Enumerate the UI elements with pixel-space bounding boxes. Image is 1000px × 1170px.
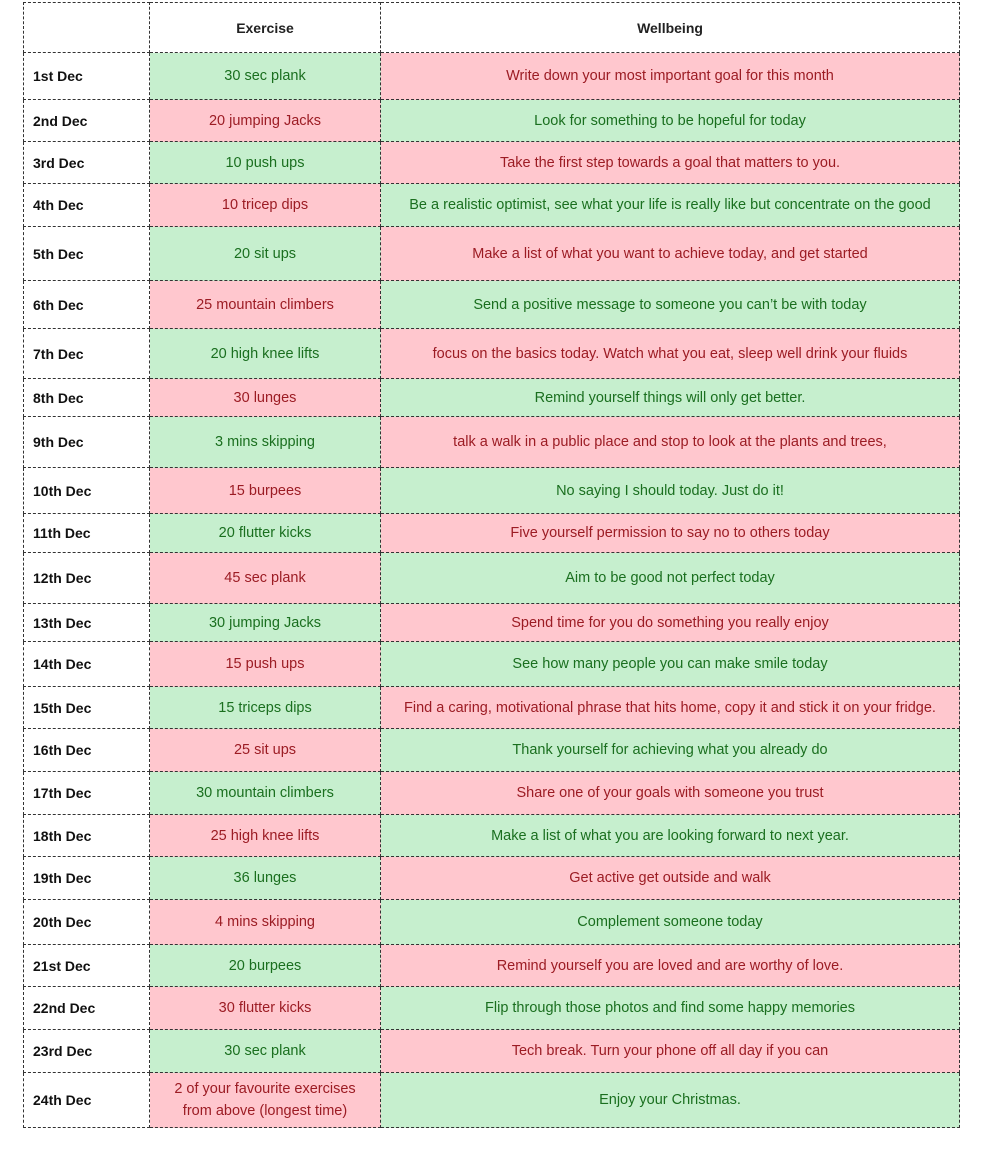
exercise-cell: 30 flutter kicks — [150, 987, 381, 1030]
header-row — [24, 3, 960, 53]
date-cell: 23rd Dec — [24, 1030, 150, 1073]
exercise-cell: 25 mountain climbers — [150, 281, 381, 329]
table-row — [24, 329, 960, 379]
exercise-cell: 36 lunges — [150, 857, 381, 900]
exercise-cell: 15 burpees — [150, 468, 381, 514]
exercise-cell: 20 high knee lifts — [150, 329, 381, 379]
table-row — [24, 184, 960, 227]
wellbeing-cell: Tech break. Turn your phone off all day if you can — [381, 1030, 960, 1073]
wellbeing-cell: Five yourself permission to say no to others today — [381, 514, 960, 553]
date-cell: 9th Dec — [24, 417, 150, 468]
date-cell: 18th Dec — [24, 815, 150, 857]
exercise-cell: 10 tricep dips — [150, 184, 381, 227]
date-cell: 4th Dec — [24, 184, 150, 227]
wellbeing-cell: Flip through those photos and find some happy memories — [381, 987, 960, 1030]
table-row — [24, 53, 960, 100]
exercise-cell: 30 jumping Jacks — [150, 604, 381, 642]
table-row — [24, 687, 960, 729]
exercise-cell: 20 sit ups — [150, 227, 381, 281]
table-row — [24, 604, 960, 642]
table-row — [24, 417, 960, 468]
date-cell: 13th Dec — [24, 604, 150, 642]
wellbeing-cell: Look for something to be hopeful for today — [381, 100, 960, 142]
exercise-cell: 25 high knee lifts — [150, 815, 381, 857]
wellbeing-cell: Enjoy your Christmas. — [381, 1073, 960, 1128]
table-row — [24, 281, 960, 329]
exercise-cell: 20 burpees — [150, 945, 381, 987]
advent-calendar-table — [23, 2, 960, 1128]
exercise-cell: 30 sec plank — [150, 53, 381, 100]
table-row — [24, 642, 960, 687]
table-row — [24, 100, 960, 142]
table-row — [24, 857, 960, 900]
wellbeing-cell: Write down your most important goal for this month — [381, 53, 960, 100]
wellbeing-cell: Thank yourself for achieving what you already do — [381, 729, 960, 772]
wellbeing-cell: Make a list of what you are looking forward to next year. — [381, 815, 960, 857]
date-cell: 20th Dec — [24, 900, 150, 945]
table-body — [24, 53, 960, 1128]
exercise-cell: 15 triceps dips — [150, 687, 381, 729]
date-cell: 22nd Dec — [24, 987, 150, 1030]
exercise-cell: 20 jumping Jacks — [150, 100, 381, 142]
wellbeing-cell: Complement someone today — [381, 900, 960, 945]
date-column-header — [24, 3, 150, 53]
exercise-cell: 2 of your favourite exercises from above (longest time) — [150, 1073, 381, 1128]
date-cell: 6th Dec — [24, 281, 150, 329]
exercise-cell: 30 mountain climbers — [150, 772, 381, 815]
wellbeing-cell: Be a realistic optimist, see what your life is really like but concentrate on the good — [381, 184, 960, 227]
date-cell: 5th Dec — [24, 227, 150, 281]
exercise-cell: 10 push ups — [150, 142, 381, 184]
wellbeing-cell: See how many people you can make smile today — [381, 642, 960, 687]
table-row — [24, 729, 960, 772]
exercise-column-header: Exercise — [150, 3, 381, 53]
wellbeing-cell: Spend time for you do something you really enjoy — [381, 604, 960, 642]
date-cell: 17th Dec — [24, 772, 150, 815]
table-row — [24, 815, 960, 857]
table-row — [24, 772, 960, 815]
wellbeing-column-header: Wellbeing — [381, 3, 960, 53]
table-row — [24, 553, 960, 604]
table-row — [24, 379, 960, 417]
exercise-cell: 20 flutter kicks — [150, 514, 381, 553]
wellbeing-cell: Take the first step towards a goal that matters to you. — [381, 142, 960, 184]
table-row — [24, 142, 960, 184]
exercise-cell: 25 sit ups — [150, 729, 381, 772]
table-row — [24, 514, 960, 553]
table-row — [24, 468, 960, 514]
date-cell: 8th Dec — [24, 379, 150, 417]
date-cell: 21st Dec — [24, 945, 150, 987]
table-row — [24, 900, 960, 945]
wellbeing-cell: No saying I should today. Just do it! — [381, 468, 960, 514]
table-row — [24, 227, 960, 281]
table-row — [24, 1073, 960, 1128]
date-cell: 12th Dec — [24, 553, 150, 604]
wellbeing-cell: Remind yourself you are loved and are worthy of love. — [381, 945, 960, 987]
wellbeing-cell: talk a walk in a public place and stop to look at the plants and trees, — [381, 417, 960, 468]
exercise-cell: 30 lunges — [150, 379, 381, 417]
exercise-cell: 15 push ups — [150, 642, 381, 687]
date-cell: 3rd Dec — [24, 142, 150, 184]
date-cell: 2nd Dec — [24, 100, 150, 142]
table-row — [24, 1030, 960, 1073]
exercise-cell: 4 mins skipping — [150, 900, 381, 945]
wellbeing-cell: Remind yourself things will only get better. — [381, 379, 960, 417]
wellbeing-cell: focus on the basics today. Watch what you eat, sleep well drink your fluids — [381, 329, 960, 379]
date-cell: 11th Dec — [24, 514, 150, 553]
wellbeing-cell: Make a list of what you want to achieve today, and get started — [381, 227, 960, 281]
exercise-cell: 30 sec plank — [150, 1030, 381, 1073]
table-row — [24, 987, 960, 1030]
date-cell: 24th Dec — [24, 1073, 150, 1128]
date-cell: 15th Dec — [24, 687, 150, 729]
date-cell: 14th Dec — [24, 642, 150, 687]
date-cell: 7th Dec — [24, 329, 150, 379]
wellbeing-cell: Get active get outside and walk — [381, 857, 960, 900]
date-cell: 10th Dec — [24, 468, 150, 514]
date-cell: 1st Dec — [24, 53, 150, 100]
exercise-cell: 45 sec plank — [150, 553, 381, 604]
date-cell: 19th Dec — [24, 857, 150, 900]
wellbeing-cell: Share one of your goals with someone you trust — [381, 772, 960, 815]
exercise-cell: 3 mins skipping — [150, 417, 381, 468]
wellbeing-cell: Aim to be good not perfect today — [381, 553, 960, 604]
table-row — [24, 945, 960, 987]
wellbeing-cell: Find a caring, motivational phrase that hits home, copy it and stick it on your fridge. — [381, 687, 960, 729]
date-cell: 16th Dec — [24, 729, 150, 772]
wellbeing-cell: Send a positive message to someone you can’t be with today — [381, 281, 960, 329]
